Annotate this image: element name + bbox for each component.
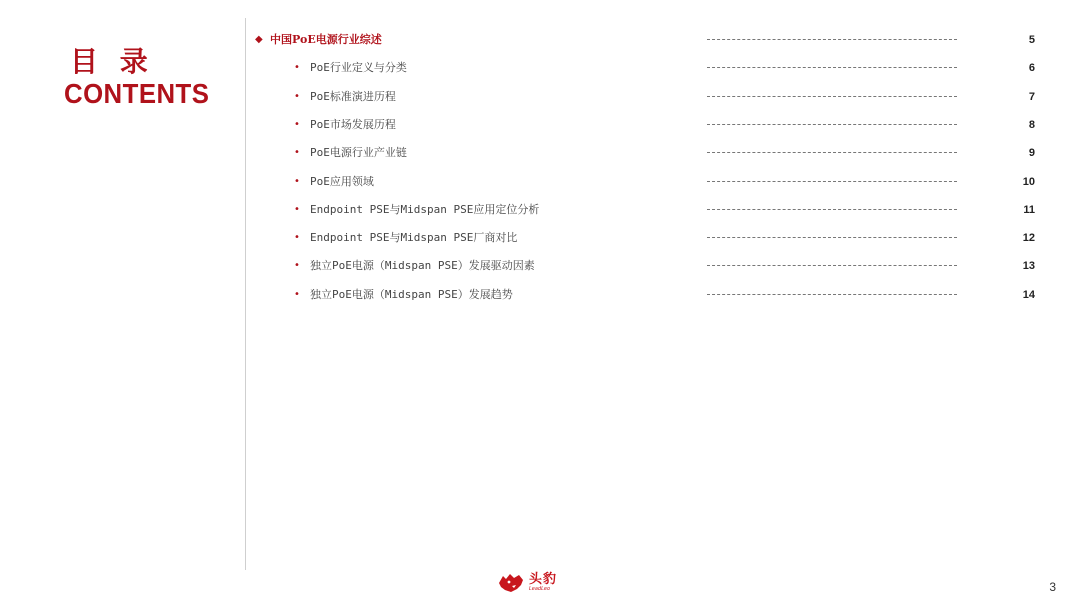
toc-label: PoE市场发展历程 xyxy=(310,117,396,131)
title-english: CONTENTS xyxy=(64,78,210,109)
toc-label: 独立PoE电源（Midspan PSE）发展驱动因素 xyxy=(310,259,535,273)
toc-label: 中国PoE电源行业综述 xyxy=(270,33,382,46)
toc-label: PoE应用领域 xyxy=(310,174,374,188)
toc-page-number: 6 xyxy=(1028,62,1035,75)
toc-row[interactable] xyxy=(0,115,1080,135)
toc-leader-line xyxy=(707,67,957,68)
toc-leader-line xyxy=(707,181,957,182)
toc-page-number: 11 xyxy=(1023,203,1035,216)
toc-leader-line xyxy=(707,152,957,153)
dot-bullet-icon: • xyxy=(294,62,300,74)
toc-page-number: 7 xyxy=(1028,90,1035,103)
diamond-bullet-icon: ◆ xyxy=(255,34,263,45)
toc-leader-line xyxy=(707,237,957,238)
toc-row[interactable] xyxy=(0,143,1080,163)
dot-bullet-icon: • xyxy=(294,203,300,215)
toc-label: PoE行业定义与分类 xyxy=(310,61,407,75)
toc-row[interactable] xyxy=(0,200,1080,220)
toc-page-number: 14 xyxy=(1022,288,1035,301)
toc-leader-line xyxy=(707,96,957,97)
toc-row[interactable] xyxy=(0,87,1080,107)
toc-row[interactable] xyxy=(0,228,1080,248)
toc-leader-line xyxy=(707,209,957,210)
toc-leader-line xyxy=(707,265,957,266)
toc-leader-line xyxy=(707,124,957,125)
toc-page-number: 13 xyxy=(1022,260,1035,273)
leadleo-logo xyxy=(497,570,557,594)
dot-bullet-icon: • xyxy=(294,260,300,272)
toc-label: PoE标准演进历程 xyxy=(310,89,396,103)
dot-bullet-icon: • xyxy=(294,90,300,102)
toc-row[interactable] xyxy=(0,30,1080,50)
toc-page-number: 9 xyxy=(1028,147,1035,160)
toc-label: PoE电源行业产业链 xyxy=(310,146,407,160)
dot-bullet-icon: • xyxy=(294,288,300,300)
toc-page-number: 5 xyxy=(1028,34,1035,46)
toc-row[interactable] xyxy=(0,285,1080,305)
toc-row[interactable] xyxy=(0,172,1080,192)
leopard-head-icon xyxy=(497,571,525,593)
page-number: 3 xyxy=(1049,580,1056,594)
toc-label: Endpoint PSE与Midspan PSE厂商对比 xyxy=(310,231,518,245)
title-chinese: 目 录 xyxy=(70,45,154,78)
dot-bullet-icon: • xyxy=(294,232,300,244)
toc-page-number: 12 xyxy=(1022,232,1035,245)
toc-row[interactable] xyxy=(0,58,1080,78)
toc-page-number: 8 xyxy=(1028,118,1035,131)
toc-row[interactable] xyxy=(0,256,1080,276)
logo-text-cn: 头豹 xyxy=(529,571,558,587)
toc-leader-line xyxy=(707,39,957,40)
toc-label: 独立PoE电源（Midspan PSE）发展趋势 xyxy=(310,287,513,301)
dot-bullet-icon: • xyxy=(294,147,300,159)
dot-bullet-icon: • xyxy=(294,118,300,130)
dot-bullet-icon: • xyxy=(294,175,300,187)
toc-leader-line xyxy=(707,294,957,295)
logo-text-en: LeadLeo xyxy=(529,585,551,592)
toc-page-number: 10 xyxy=(1022,175,1035,188)
toc-label: Endpoint PSE与Midspan PSE应用定位分析 xyxy=(310,202,540,216)
